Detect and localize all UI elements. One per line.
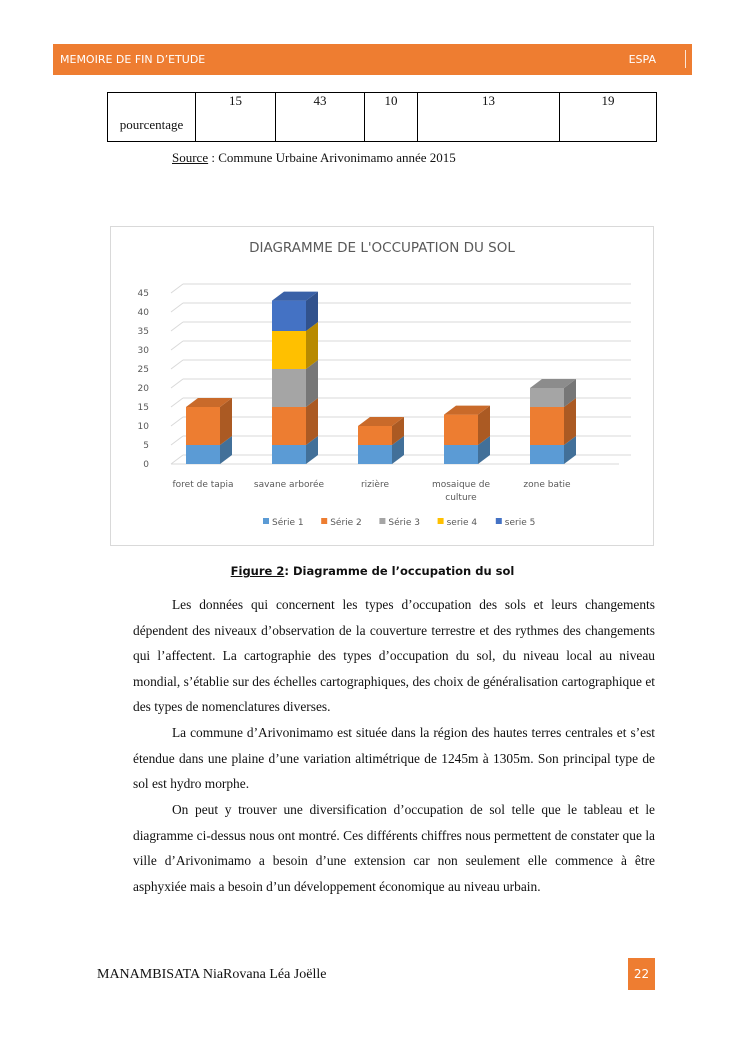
paragraph: [133, 720, 655, 797]
table-row-label: pourcentage: [108, 93, 196, 142]
y-tick-label: 40: [137, 308, 149, 318]
bar-segment: [186, 445, 220, 464]
bar-segment: [272, 445, 306, 464]
bar-segment: [186, 407, 220, 445]
legend-label: Série 2: [330, 518, 362, 528]
y-tick-label: 20: [137, 384, 149, 394]
table-cell: 13: [418, 93, 560, 142]
bar-segment: [530, 445, 564, 464]
bar-segment: [358, 426, 392, 445]
x-tick-label: savane arborée: [253, 480, 325, 490]
gridline-side: [171, 398, 183, 407]
header-title: MEMOIRE DE FIN D’ETUDE: [60, 53, 206, 66]
legend-label: Série 1: [272, 518, 304, 528]
chart-canvas: [111, 227, 653, 545]
legend-label: serie 5: [504, 518, 536, 528]
y-tick-label: 25: [137, 365, 149, 375]
x-tick-label: mosaique de: [431, 480, 491, 490]
bar-segment: [530, 388, 564, 407]
source-note: [172, 150, 456, 166]
x-tick-label: culture: [445, 493, 477, 503]
bar-segment: [272, 331, 306, 369]
header-school: ESPA: [628, 53, 656, 66]
paragraph-text: Les données qui concernent les types d’occupation des sols et leurs changements dépendent des niveaux d’observation de la couverture terrestre et des rythmes des changements qui l’affectent. La cartographie des types d’occupation du sol, du niveau local au niveau mondial, s’établie sur des échelles cartographiques, des choix de généralisation cartographique et des types de nomenclatures diverses.: [133, 597, 655, 714]
gridline-side: [171, 341, 183, 350]
page-header: [53, 44, 692, 75]
gridline-side: [171, 417, 183, 426]
y-tick-label: 45: [137, 289, 149, 299]
paragraph-text: La commune d’Arivonimamo est située dans la région des hautes terres centrales et s’est étendue dans une plaine d’une variation altimétrique de 1245m à 1305m. Son principal type de sol est hydro morphe.: [133, 725, 655, 791]
table-cell: 43: [276, 93, 365, 142]
figure-caption: [0, 564, 745, 578]
bar-segment: [272, 301, 306, 331]
y-tick-label: 10: [137, 422, 149, 432]
table-cell: 19: [560, 93, 657, 142]
footer-author: MANAMBISATA NiaRovana Léa Joëlle: [97, 967, 327, 982]
page-number: 22: [628, 958, 655, 990]
source-text: : Commune Urbaine Arivonimamo année 2015: [208, 150, 456, 165]
bar-segment: [444, 445, 478, 464]
legend-swatch: [379, 518, 385, 524]
chart-title: DIAGRAMME DE L'OCCUPATION DU SOL: [249, 240, 515, 256]
legend-label: serie 4: [446, 518, 478, 528]
y-tick-label: 5: [143, 441, 149, 451]
bar-segment: [358, 445, 392, 464]
y-tick-label: 35: [137, 327, 149, 337]
table-cell: 10: [365, 93, 418, 142]
source-label: Source: [172, 150, 209, 165]
legend-swatch: [263, 518, 269, 524]
bar-segment: [444, 415, 478, 445]
y-tick-label: 30: [137, 346, 149, 356]
bar-segment: [272, 369, 306, 407]
figure-label: Figure 2: [230, 564, 285, 578]
legend-swatch: [321, 518, 327, 524]
x-tick-label: foret de tapia: [172, 480, 234, 490]
y-tick-label: 15: [137, 403, 149, 413]
gridline-side: [171, 379, 183, 388]
percentage-table: [107, 92, 657, 142]
x-tick-label: rizière: [360, 480, 390, 490]
legend-label: Série 3: [388, 518, 420, 528]
bar-segment: [530, 407, 564, 445]
gridline-side: [171, 436, 183, 445]
legend-swatch: [438, 518, 444, 524]
gridline-side: [171, 303, 183, 312]
header-separator: [685, 50, 686, 68]
gridline-side: [171, 284, 183, 293]
gridline-side: [171, 322, 183, 331]
paragraph: [133, 592, 655, 720]
y-tick-label: 0: [143, 460, 149, 470]
x-tick-label: zone batie: [523, 480, 571, 490]
gridline-side: [171, 455, 183, 464]
paragraph: [133, 797, 655, 899]
legend-swatch: [496, 518, 502, 524]
figure-title: : Diagramme de l’occupation du sol: [284, 564, 515, 578]
table-cell: 15: [196, 93, 276, 142]
paragraph-text: On peut y trouver une diversification d’occupation de sol telle que le tableau et le diagramme ci-dessus nous ont montré. Ces différents chiffres nous permettent de constater que la ville d’Arivonimamo a besoin d’une extension car non seulement elle commence à être asphyxiée mais a besoin d’un développement économique au niveau urbain.: [133, 802, 655, 894]
gridline-side: [171, 360, 183, 369]
land-use-chart: [110, 226, 654, 546]
bar-segment: [272, 407, 306, 445]
table-row: [108, 93, 657, 142]
